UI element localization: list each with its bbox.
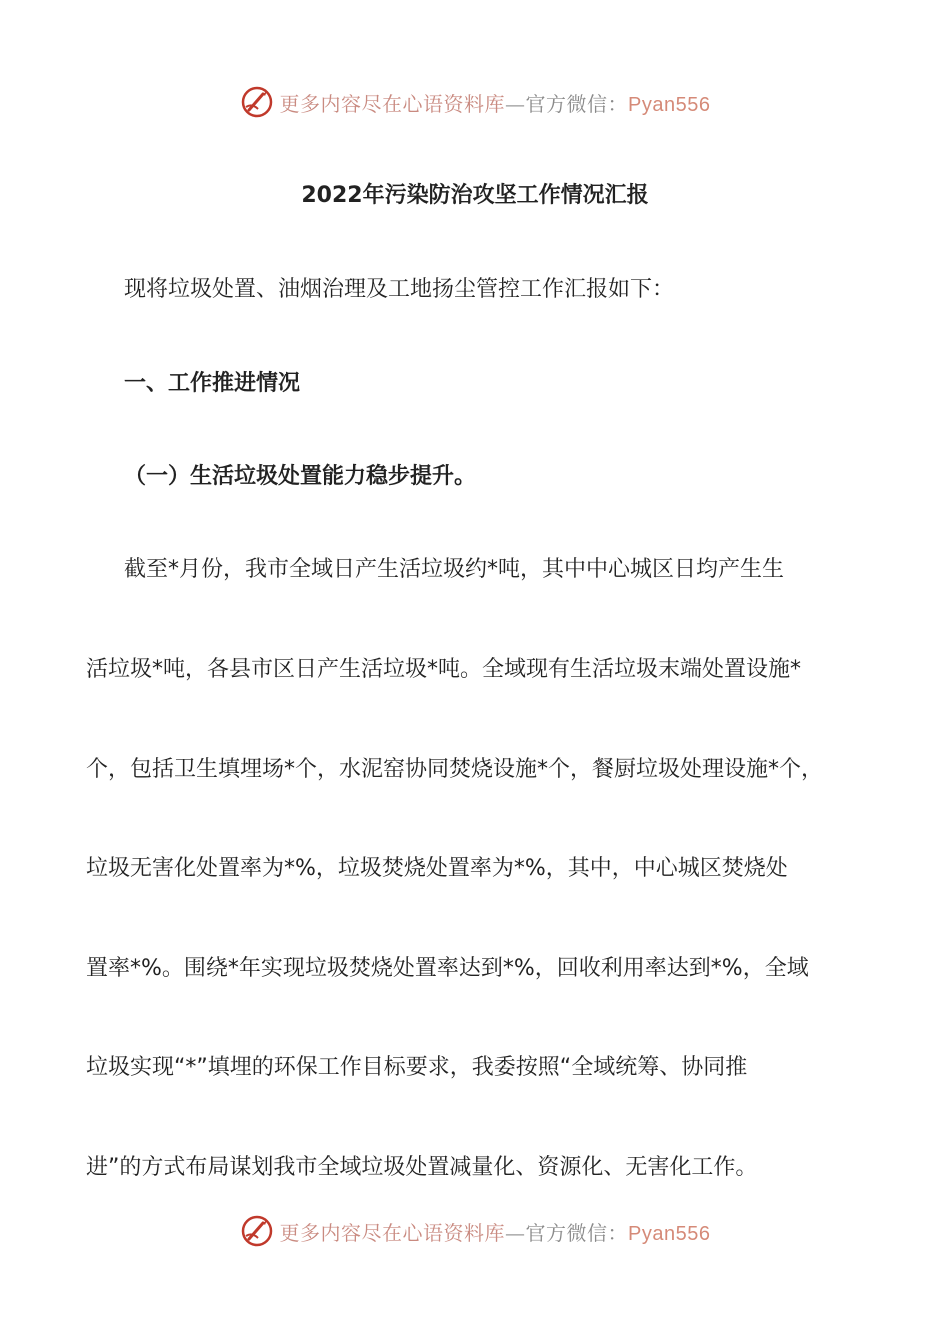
footer-banner [0, 1211, 950, 1251]
banner-wechat-label: 官方微信： [525, 1220, 629, 1245]
banner-text [280, 88, 711, 117]
body-line: 个，包括卫生填埋场*个，水泥窑协同焚烧设施*个，餐厨垃圾处理设施*个， [86, 757, 824, 782]
body-line: 截至*月份，我市全域日产生活垃圾约*吨，其中中心城区日均产生生 [124, 557, 785, 582]
intro-paragraph: 现将垃圾处置、油烟治理及工地扬尘管控工作汇报如下： [124, 277, 675, 302]
banner-dash: — [505, 1220, 526, 1245]
pen-logo-icon [240, 1214, 274, 1248]
header-banner-inner [240, 85, 711, 119]
banner-wechat-label: 官方微信： [525, 91, 629, 116]
body-line: 进”的方式布局谋划我市全域垃圾处置减量化、资源化、无害化工作。 [86, 1155, 758, 1180]
header-banner [0, 82, 950, 122]
pen-logo-icon [240, 85, 274, 119]
footer-banner-inner [240, 1214, 711, 1248]
banner-wechat-handle: Pyan556 [628, 1222, 711, 1245]
banner-text [280, 1217, 711, 1246]
banner-main-text: 更多内容尽在心语资料库 [279, 91, 506, 116]
body-line: 置率*%。围绕*年实现垃圾焚烧处置率达到*%，回收利用率达到*%，全域 [86, 956, 809, 981]
document-title: 2022年污染防治攻坚工作情况汇报 [301, 183, 649, 208]
body-line: 垃圾实现“*”填埋的环保工作目标要求，我委按照“全域统筹、协同推 [86, 1055, 748, 1080]
body-line: 活垃圾*吨，各县市区日产生活垃圾*吨。全域现有生活垃圾末端处置设施* [86, 657, 802, 682]
body-line: 垃圾无害化处置率为*%，垃圾焚烧处置率为*%，其中，中心城区焚烧处 [86, 856, 788, 881]
banner-dash: — [505, 91, 526, 116]
section-heading: 一、工作推进情况 [124, 371, 301, 396]
banner-main-text: 更多内容尽在心语资料库 [279, 1220, 506, 1245]
banner-wechat-handle: Pyan556 [628, 93, 711, 116]
subsection-heading: （一）生活垃圾处置能力稳步提升。 [124, 464, 477, 489]
